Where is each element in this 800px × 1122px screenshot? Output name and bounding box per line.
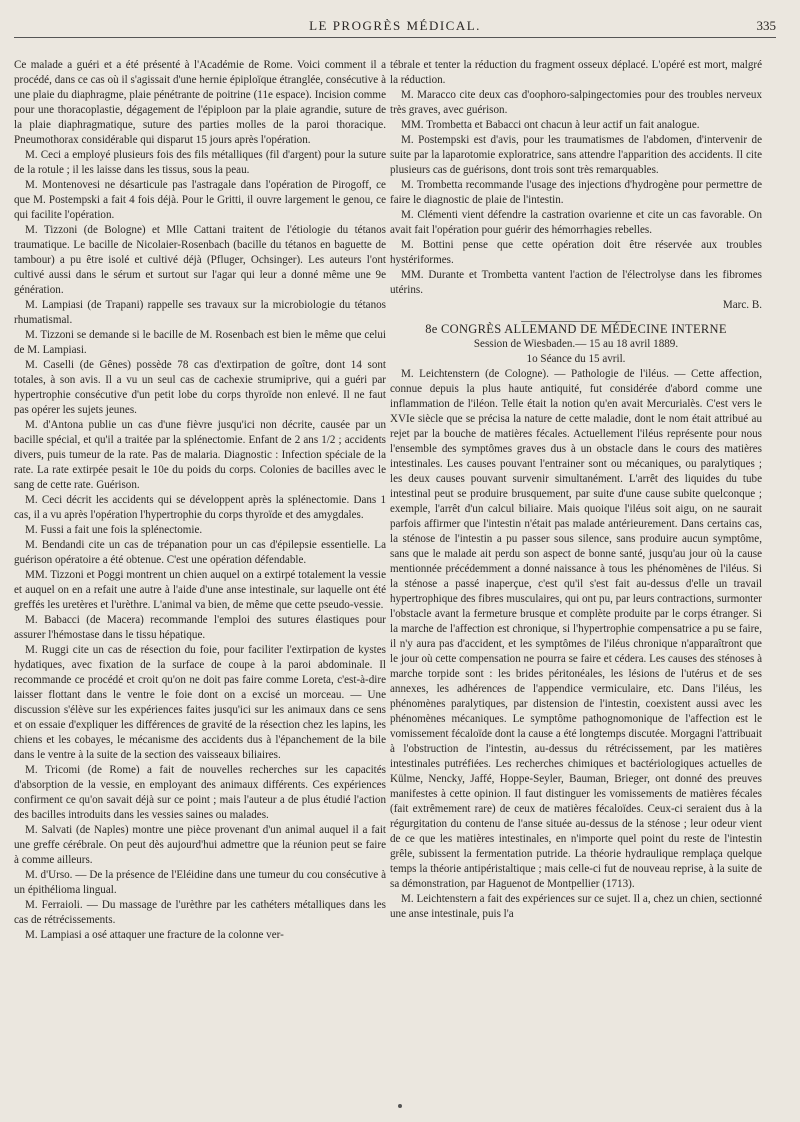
paragraph: M. Maracco cite deux cas d'oophoro-salpingectomies pour des troubles nerveux très graves, avec guérison. [390, 89, 762, 116]
paragraph: M. Bottini pense que cette opération doit être réservée aux troubles hystériformes. [390, 239, 762, 266]
paragraph: M. Tricomi (de Rome) a fait de nouvelles recherches sur les capacités d'absorption de la vessie, en employant des animaux différents. Ces expériences confirment ce qu'on savait déjà sur ce point ; mais l'auteur a de plus étudié l'action des bacilles introduits dans les vessies saines ou malades. [14, 764, 386, 821]
page-number: 335 [756, 18, 776, 33]
paragraph: M. Caselli (de Gênes) possède 78 cas d'extirpation de goître, dont 14 sont totales, à son avis. Il a vu un seul cas de cachexie strumiprive, qui a guéri par hypertrophie consécutive d'un petit lobe du corps thyroïde non enlevé. Il ne faut pas opérer les sujets jeunes. [14, 359, 386, 416]
paragraph: M. Trombetta recommande l'usage des injections d'hydrogène pour permettre de faire le diagnostic de plaie de l'intestin. [390, 179, 762, 206]
paragraph: M. Tizzoni (de Bologne) et Mlle Cattani traitent de l'étiologie du tétanos traumatique. Le bacille de Nicolaier-Rosenbach (bacille du tétanos en baguette de tambour) a pu être isolé et cultivé déjà (Pfluger, Ochsinger). Les auteurs l'ont cultivé aussi dans le sérum et surtout sur l'agar qui leur a donné même une 9e génération. [14, 224, 386, 296]
paragraph: M. Fussi a fait une fois la splénectomie. [25, 524, 203, 536]
page-bottom-dot [398, 1104, 402, 1108]
paragraph: M. Ferraioli. — Du massage de l'urèthre par les cathéters métalliques dans les cas de rétrécissements. [14, 899, 386, 926]
journal-title: LE PROGRÈS MÉDICAL. [309, 18, 481, 33]
session-subheading: Session de Wiesbaden.— 15 au 18 avril 1889. [473, 338, 679, 350]
paragraph: M. Postempski est d'avis, pour les traumatismes de l'abdomen, d'intervenir de suite par la laparotomie exploratrice, sans attendre l'apparition des accidents. Il cite plusieurs cas de guérisons, dont trois sont très remarquables. [390, 134, 762, 176]
paragraph: M. Montenovesi ne désarticule pas l'astragale dans l'opération de Pirogoff, ce que M. Postempski a fait 4 fois déjà. Pour le Gritti, il ouvre largement le genou, ce qui facilite l'opération. [14, 179, 386, 221]
paragraph: M. Ruggi cite un cas de résection du foie, pour faciliter l'extirpation de kystes hydatiques, avec fixation de la surface de coupe à la paroi abdominale. Il recommande ce procédé et croit qu'on ne doit pas faire comme Loreta, c'est-à-dire laisser flottant dans le ventre le foie dont on a excisé un morceau. — Une discussion s'élève sur les expériences faites jusqu'ici sur les animaux dans ce sens et on essaie d'expliquer les différences de gravité de la résection chez les lapins, les chiens et les cobayes, le mécanisme des accidents dus à l'épanchement de la bile dans le ventre à la suite de la section des vaisseaux biliaires. [14, 644, 386, 761]
paragraph: M. Leichtenstern (de Cologne). — Pathologie de l'iléus. — Cette affection, connue depuis la plus haute antiquité, fut considérée d'abord comme une inflammation de l'iléon. Telle était la notion qu'en avait Mercurialès. C'est vers le XVIe siècle que se précisa la nature de cette maladie, dont le nom était attribué au rejet par la bouche de matières fécales. Actuellement l'iléus représente pour nous l'ensemble des symptômes graves dus à un obstacle dans le cours des matières intestinales. Les causes pouvant l'entrainer sont ou mécaniques, ou paralytiques ; les deux causes pouvant survenir simultanément. L'arrêt des liquides du tube intestinal peut se produire brusquement, par suite d'une cause subite quelconque ; exemple, l'arrêt d'un calcul biliaire. Mais quoique l'iléus soit aigu, on ne saurait parfois affirmer que l'intestin n'était pas malade antérieurement. Dans certains cas, la sténose de l'intestin a pu passer sous silence, sans produire aucun symptôme, sans que le malade ait perdu son aspect de bonne santé, jusqu'au jour où la cause mentionnée précédemment a donné naissance à tous les phénomènes de l'iléus. Si la sténose a passé inaperçue, c'est qu'il s'est fait au-dessus d'elle un travail hypertrophique des fibres musculaires, qui ont pu, par leurs contractions, surmonter l'obstacle avant la fermeture brusque et complète produite par le corps étranger. Si la marche de l'affection est chronique, si l'hypertrophie compensatrice a pu se faire, il n'y aura pas d'accident, et les symptômes de l'iléus chronique n'apparaîtront que le jour où cette compensation ne pourra se faire et cédera. Les causes des sténoses à marche torpide sont : les brides péritonéales, les lésions de l'utérus et de ses annexes, les adhérences de l'appendice vermiculaire, etc. Dans l'iléus, les phénomènes paralytiques, par distension de l'intestin, coexistent aussi avec les phénomènes mécaniques. Le symptôme pathognomonique de l'affection est le vomissement fécaloïde dont la cause a été longtemps discutée. Morgagni l'attribuait à l'obstruction de l'intestin, au-dessus du rétrécissement, par les matières intestinales putréfiées. Les recherches chimiques et bactériologiques actuelles de Külme, Nencky, Jaffé, Hoppe-Seyler, Bauman, Brieger, ont donné des preuves manifestes à cette opinion. Il faut distinguer les vomissements de matières fécales (fait extrêmement rare) de ceux de matières fécaloïdes. Ceux-ci seraient dus à la régurgitation du contenu de l'anse située au-dessus de la sténose ; leur odeur vient de ce que les matières intestinales, en n'importe quel point du reste de l'intestin grêle, subissent la fermentation putride. La théorie hydraulique remplaça quelque temps la théorie antipéristaltique ; mais celle-ci fut de nouveau reprise, à la suite de sa démonstration, par Haguenot de Montpellier (1713). [390, 368, 762, 890]
paragraph: M. Clémenti vient défendre la castration ovarienne et cite un cas favorable. On avait fait l'opération pour guérir des hémorrhagies rebelles. [390, 209, 762, 236]
paragraph: M. Babacci (de Macera) recommande l'emploi des sutures élastiques pour assurer l'hémostase dans le tissu hépatique. [14, 614, 386, 641]
page-header [14, 18, 776, 40]
paragraph: M. Lampiasi a osé attaquer une fracture de la colonne ver- [25, 929, 284, 941]
paragraph: MM. Tizzoni et Poggi montrent un chien auquel on a extirpé totalement la vessie et auquel on en a refait une autre à l'aide d'une anse intestinale, sur laquelle ont été greffés les uretères et l'urèthre. L'animal va bien, de même que cette pseudo-vessie. [14, 569, 386, 611]
signature: Marc. B. [722, 299, 762, 311]
header-rule [14, 37, 776, 38]
paragraph: MM. Trombetta et Babacci ont chacun à leur actif un fait analogue. [401, 119, 700, 131]
paragraph: M. Ceci a employé plusieurs fois des fils métalliques (fil d'argent) pour la suture de la rotule ; il les laisse dans les tissus, sous la peau. [14, 149, 386, 176]
paragraph: M. Ceci décrit les accidents qui se développent après la splénectomie. Dans 1 cas, il a vu après l'opération l'hypertrophie du corps thyroïde et des amygdales. [14, 494, 386, 521]
seance-subheading: 1o Séance du 15 avril. [526, 353, 626, 365]
congress-heading: 8e CONGRÈS ALLEMAND DE MÉDECINE INTERNE [425, 322, 727, 336]
paragraph: M. Lampiasi (de Trapani) rappelle ses travaux sur la microbiologie du tétanos rhumatismal. [14, 299, 386, 326]
left-column [14, 58, 386, 1098]
paragraph: M. d'Antona publie un cas d'une fièvre jusqu'ici non décrite, causée par un bacille spécial, et qu'il a traitée par la splénectomie. Enfant de 2 ans 1/2 ; accidents divers, puis tumeur de la rate. Pas de malaria. Diagnostic : Infection spéciale de la rate. La rate extirpée pesait le 10e du poids du corps. Colonies de bacilles avec le sang de cette rate. Guérison. [14, 419, 386, 491]
paragraph: M. Salvati (de Naples) montre une pièce provenant d'un animal auquel il a fait une greffe cérébrale. On peut dès aujourd'hui admettre que la réunion peut se faire à comme ailleurs. [14, 824, 386, 866]
right-column [390, 58, 762, 1098]
paragraph: M. d'Urso. — De la présence de l'Eléidine dans une tumeur du cou consécutive à un épithélioma lingual. [14, 869, 386, 896]
paragraph: Ce malade a guéri et a été présenté à l'Académie de Rome. Voici comment il a procédé, dans ce cas où il s'agissait d'une hernie épiploïque étranglée, consécutive à une plaie du diaphragme, plaie pénétrante de poitrine (11e espace). Incision comme pour une thoracoplastie, dégagement de l'épiploon par la plaie agrandie, suture de la plaie diaphragmatique, suture des parties molles de la paroi thoracique. Pneumothorax considérable qui disparut 15 jours après l'opération. [14, 59, 386, 146]
paragraph: M. Leichtenstern a fait des expériences sur ce sujet. Il a, chez un chien, sectionné une anse intestinale, puis l'a [390, 893, 762, 920]
paragraph: M. Bendandi cite un cas de trépanation pour un cas d'épilepsie essentielle. La guérison opératoire a été obtenue. C'est une opération défendable. [14, 539, 386, 566]
paragraph: MM. Durante et Trombetta vantent l'action de l'électrolyse dans les fibromes utérins. [390, 269, 762, 296]
paragraph: tébrale et tenter la réduction du fragment osseux déplacé. L'opéré est mort, malgré la réduction. [390, 59, 762, 86]
paragraph: M. Tizzoni se demande si le bacille de M. Rosenbach est bien le même que celui de M. Lampiasi. [14, 329, 386, 356]
